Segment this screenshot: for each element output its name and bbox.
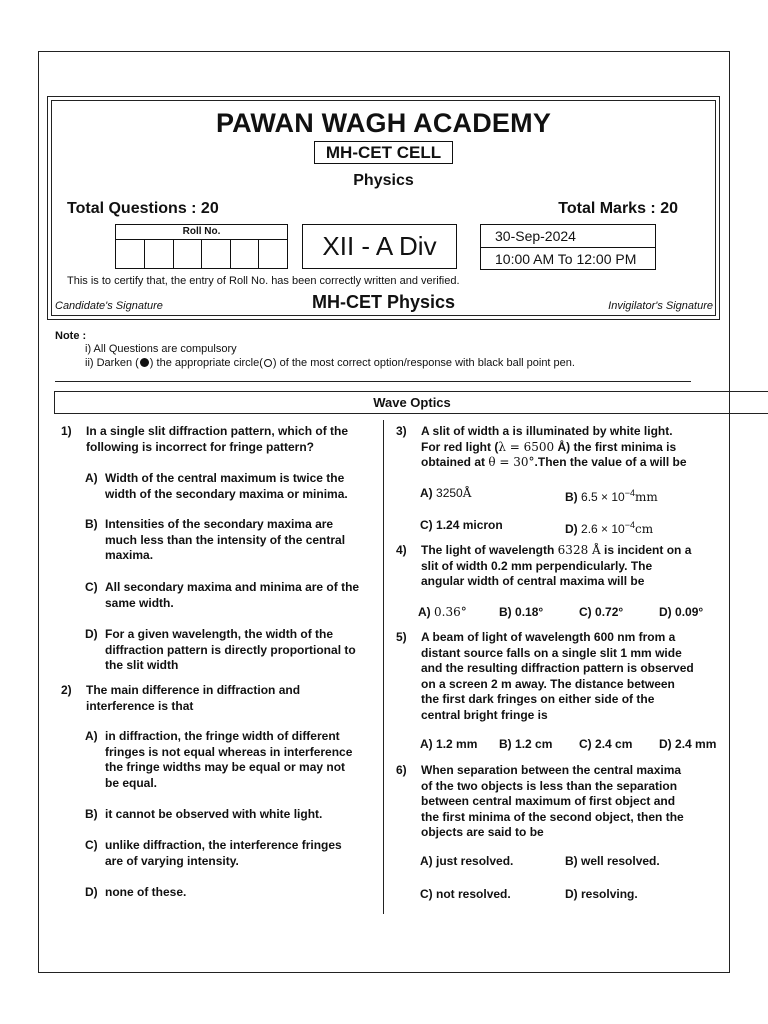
option-line: none of these. [105,885,187,899]
option-label: A) [85,471,98,485]
option-line: Intensities of the secondary maxima are [105,517,334,531]
question-line: objects are said to be [421,825,544,839]
option-label: B) [499,737,512,751]
wavelength-value: 6328 Å [557,543,601,557]
question-line [421,543,691,559]
text-part: The light of wavelength [421,543,558,557]
option-label: B) [499,605,512,619]
exam-title: MH-CET Physics [311,292,456,312]
option-line: same width. [105,595,174,610]
option-value: 6.5 × 10 [581,490,625,504]
roll-digit-box[interactable] [258,240,286,268]
option-value: not resolved. [436,887,511,901]
question-text [421,630,694,723]
question-4 [396,543,726,591]
q1-option-b[interactable] [85,517,381,565]
option-value: just resolved. [436,854,514,868]
option-label: C) [85,580,98,594]
note-line-2 [85,357,575,369]
option-label: D) [565,887,578,901]
note-line-2-start: ii) Darken ( [85,357,139,369]
certification-text: This is to certify that, the entry of Roll No. has been correctly written and verified. [67,275,460,287]
q1-option-d[interactable] [85,627,381,675]
question-line: interference is that [86,698,194,713]
text-part: .Then the value of a will be [534,455,687,469]
option-value: 2.6 × 10 [581,522,625,536]
question-line [421,440,687,456]
question-number: 5) [396,630,407,644]
question-number: 2) [61,683,72,697]
question-line: central bright fringe is [421,707,548,722]
option-value: 2.4 cm [595,737,633,751]
option-line: unlike diffraction, the interference fringes [105,838,342,852]
option-label: B) [85,807,98,821]
option-line: it cannot be observed with white light. [105,807,323,821]
option-value: 3250 [436,486,463,500]
question-line: In a single slit diffraction pattern, which of the [86,424,349,438]
option-exponent: −4 [624,520,635,530]
roll-number-grid [115,224,288,269]
option-label: A) [418,605,431,619]
q3-option-d[interactable] [565,518,653,538]
q4-option-c[interactable] [579,605,623,621]
option-label: D) [85,627,98,641]
q3-option-a[interactable] [420,486,471,502]
exam-time: 10:00 AM To 12:00 PM [481,247,655,269]
option-exponent: −4 [624,488,635,498]
option-line: For a given wavelength, the width of the [105,627,334,641]
q5-option-b[interactable] [499,737,552,753]
option-label: A) [420,854,433,868]
option-line: width of the secondary maxima or minima. [105,486,348,501]
option-label: C) [420,518,433,532]
q3-option-c[interactable] [420,518,503,534]
question-line: the first minima of the second object, then the [421,809,684,824]
text-part: For red light ( [421,439,499,454]
question-number: 1) [61,424,72,438]
option-label: C) [579,605,592,619]
question-line: A beam of light of wavelength 600 nm from a [421,630,676,644]
q5-option-c[interactable] [579,737,632,753]
question-line: angular width of central maxima will be [421,574,645,588]
question-line: following is incorrect for fringe pattern? [86,439,315,454]
q2-option-b[interactable] [85,807,381,823]
filled-circle-icon [140,358,149,367]
option-label: A) [420,486,433,500]
option-unit: cm [635,522,654,536]
topic-header: Wave Optics [54,391,768,414]
option-line: be equal. [105,775,158,790]
question-line: on a screen 2 m away. The distance between [421,676,675,691]
question-number: 3) [396,424,407,438]
option-label: B) [85,517,98,531]
q1-option-a[interactable] [85,471,381,503]
question-line: of the two objects is less than the separation [421,778,678,793]
roll-digit-box[interactable] [173,240,202,268]
text-part: obtained at [421,455,489,469]
cell-label: MH-CET CELL [314,141,453,164]
option-label: C) [579,737,592,751]
question-text [86,424,348,455]
option-value: 0.72° [595,605,624,619]
note-line-2-end: ) of the most correct option/response with black ball point pen. [272,357,575,369]
roll-number-label: Roll No. [116,225,287,240]
option-line: in diffraction, the fringe width of different [105,729,340,743]
angle-value: θ = 30° [488,455,535,469]
option-label: D) [85,885,98,899]
option-label: C) [85,838,98,852]
roll-digit-box[interactable] [202,240,231,268]
note-line-1: i) All Questions are compulsory [85,343,237,355]
roll-digit-box[interactable] [145,240,174,268]
q2-option-a[interactable] [85,729,381,793]
option-value: 1.2 mm [436,737,478,751]
option-label: D) [565,522,578,536]
option-label: A) [420,737,433,751]
q3-option-b[interactable] [565,486,658,506]
q4-option-d[interactable] [659,605,703,621]
question-line: The main difference in diffraction and [86,683,301,697]
question-line: between central maximum of first object and [421,794,676,808]
option-unit: Å [462,486,472,500]
column-divider [383,420,384,914]
question-text [421,424,687,471]
option-value: 2.4 mm [675,737,717,751]
q2-option-c[interactable] [85,838,381,870]
question-line [421,455,687,471]
question-3 [396,424,726,472]
question-line: the first dark fringes on either side of the [421,692,655,706]
question-line: distant source falls on a single slit 1 mm wide [421,645,682,660]
option-value: 0.18° [515,605,544,619]
question-number: 4) [396,543,407,557]
option-unit: mm [635,490,658,504]
date-time-box [480,224,656,270]
question-line: and the resulting diffraction pattern is observed [421,661,694,675]
option-label: D) [659,605,672,619]
note-line-2-middle: ) the appropriate circle( [149,357,263,369]
division-box: XII - A Div [302,224,457,269]
q6-option-a[interactable] [420,854,513,870]
option-line: are of varying intensity. [105,853,239,868]
question-6 [396,763,726,843]
option-line: All secondary maxima and minima are of the [105,580,360,594]
option-value: 0.36° [434,605,467,619]
option-line: the slit width [105,658,179,672]
option-label: B) [565,490,578,504]
option-label: A) [85,729,98,743]
question-line: slit of width 0.2 mm perpendicularly. The [421,558,653,573]
option-label: D) [659,737,672,751]
subject-label: Physics [353,172,414,189]
question-line: A slit of width a is illuminated by white light. [421,424,673,438]
q6-option-c[interactable] [420,887,511,903]
question-text [421,763,684,841]
total-questions: Total Questions : 20 [67,200,219,217]
total-marks: Total Marks : 20 [558,200,678,217]
roll-digit-box[interactable] [116,240,145,268]
option-value: resolving. [581,887,638,901]
question-number: 6) [396,763,407,777]
option-line: diffraction pattern is directly proportional to [105,642,356,657]
text-part: Å) the first minima is [554,439,677,454]
wavelength-value: λ = 6500 [498,439,555,454]
academy-title: PAWAN WAGH ACADEMY [215,108,552,138]
note-title: Note : [55,330,87,342]
empty-circle-icon [264,359,272,367]
exam-date: 30-Sep-2024 [495,228,576,244]
option-value: 1.24 micron [436,518,503,532]
question-5 [396,630,726,726]
q5-option-a[interactable] [420,737,477,753]
option-line: Width of the central maximum is twice the [105,471,345,485]
q6-option-d[interactable] [565,887,638,903]
q1-option-c[interactable] [85,580,381,612]
roll-digit-box[interactable] [230,240,259,268]
option-line: fringes is not equal whereas in interference [105,744,353,759]
option-value: 1.2 cm [515,737,553,751]
question-text [421,543,691,590]
option-line: much less than the intensity of the central [105,532,346,547]
q5-option-d[interactable] [659,737,716,753]
option-line: the fringe widths may be equal or may not [105,760,346,774]
option-value: 0.09° [675,605,704,619]
question-text [86,683,300,714]
question-line: When separation between the central maxima [421,763,682,777]
invigilator-signature-label: Invigilator's Signature [608,300,713,312]
divider-line [55,381,691,382]
q2-option-d[interactable] [85,885,381,901]
option-value: well resolved. [581,854,660,868]
q4-option-a[interactable] [418,605,467,621]
q4-option-b[interactable] [499,605,543,621]
question-2 [61,683,381,715]
option-line: maxima. [105,548,154,562]
text-part: is incident on a [600,543,692,557]
question-1 [61,424,381,456]
candidate-signature-label: Candidate's Signature [55,300,163,312]
q6-option-b[interactable] [565,854,660,870]
option-label: C) [420,887,433,901]
option-label: B) [565,854,578,868]
